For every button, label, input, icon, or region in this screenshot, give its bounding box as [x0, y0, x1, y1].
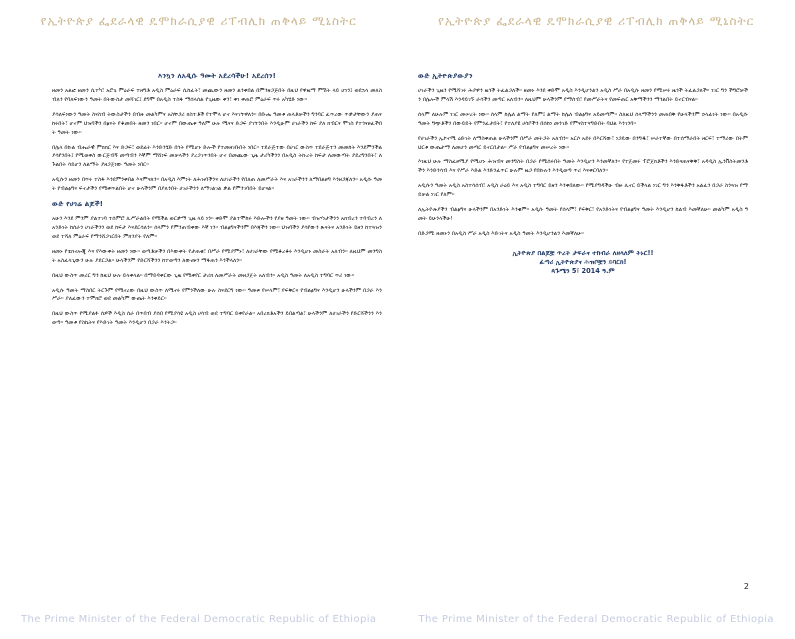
- paragraph: ሀገራችን ጊዜን የሚሻገሩ ሕያዋን ዜጎች ትፈልጋለች። ዘመኑ እንደ ቀድሞ አዲስ እንዲሆንልን አዲስ ሥራ በአዲሱ ዘመን የሚሠሩ ዜጎች ትፈልጋለች። ነገር ግን ችግሮቻችን በሌሎች ምላሽ እንዳይገኙ ራሳችን መጣር አለብን። ለዚህም ሁላችንም የማሰብ፣ የመሥራትና የመፍጠር አቅማችንን ማጎልበት ይኖርብናል።: [418, 88, 748, 103]
- page-number: 2: [743, 582, 749, 591]
- signature-date: ጳጉሜን 5፣ 2014 ዓ.ም: [551, 266, 615, 275]
- left-column: [52, 70, 382, 580]
- paragraph: ዘመኑ የቴክኖሎጂ እና የእውቀት ዘመን ነው። ወጣቶቻችን በእውቀት የታጠቁ፣ በሥራ የሚያምኑ፣ ለሀገራቸው የሚቆረቆሩ እንዲሆኑ መስራት አለብን። ለዚህም መንግስት አስፈላጊውን ሁሉ ያደርጋል። ሁላችንም የድርሻችንን ከተወጣን ለውጡን ማፋጠን እንችላለን።: [52, 248, 382, 264]
- paragraph: እነዚህ ሁሉ ማስፈፀሚያ የሚሆኑ ሕዝብና መንግስት በጋራ የሚሰሩበት ዓመት እንዲሆን እንመኛለን። የተጀመሩ ፕሮጀክቶችን እንድናጠናቅቅ፣ አዳዲስ ኢንቨስትመንቶችን እንድንሳብ እና የሥራ እድል እንድንፈጥር ሁሉም ዜጋ የበኩሉን እንዲወጣ ጥሪ እናቀርባለን።: [418, 159, 748, 175]
- paragraph: በድጋሚ ዘመኑን በአዲስ ሥራ አዲስ እድገትና አዲስ ዓመት እንዲሆንልን እመኛለሁ።: [418, 230, 584, 237]
- signature-block: [418, 249, 748, 276]
- section-heading: ውድ የሀገሬ ልጆች!: [52, 200, 104, 209]
- paragraph: በሌላ በኩል ብሔራዊ ምክክር እና ድጋፍ፣ ወደፊት እንድንሄድ በጎት የሚሆኑ ድሎች የተመዘገቡበት ነበር። ተደራጅተው በሀገር ውስጥ ተደራጅተን መመከት እንደምንችል ያሳየንበት፤ የሚወቀስ ውርጅብኝ መጣብን እኛም ማሸነፍ መቻላችን ያረጋገጥንበት ሆኖ በመጪው ጊዜ ታሪካችንን በአዲስ ትኩረት ከፍታ ለመውጣት ያደረግንበት፣ ለጉልበት ሳይሆን ለልማት ያዘጋጀነው ዓመት ነበር።: [52, 144, 382, 169]
- paragraph: ያሳለፍነውን ዓመት ስናስብ ትውስታችን በብዙ መልካምና አስቸጋሪ ክስተቶች የተሞላ ሆኖ እናገኘዋለን። በቡሔ ዓመቱ ጠላቶቻችን ግንባር ፈጥረው ጥቃታቸውን ያጠናከሩበት፣ ሆኖም ህዝባችን በፅናት የቆመበት ዘመን ነበር። ሆኖም በውጤቱ ዓለም ሁሉ ሚናና ድጋፍ ያገኘንበት እንዲሁም ሀገራችን ከፍ ያለ ክብርና ሞገስ የተጎናፀፈችበት ዓመት ነው።: [52, 111, 382, 136]
- section-title: እንኳን ለአዲሱ ዓመት አደረሳችሁ! አደረሰን!: [158, 72, 276, 80]
- signature-line: ፈጣሪ ኢትዮጵያና ሕዝቦቿን ይባርክ!: [539, 257, 627, 266]
- paragraph: አዲሱን ዓመት አዲስ አስተሳሰብ፣ አዲስ ራዕይ እና አዲስ ተግባር ይዘን እንቀበለው። የሚያግዳችሁ ብዙ ሊኖር ይችላል ነገር ግን እንቅፋቶችን አልፈን በጋራ ስንጓዝ የማይቻል ነገር የለም።: [418, 183, 748, 199]
- footer-text-left: The Prime Minister of the Federal Democratic Republic of Ethiopia: [21, 613, 377, 625]
- paragraph: አሁን እንደ ምንም ያልተገባ ተሰምሮ ሊሥራልበት የሚችል ወርቃማ ጊዜ ላይ ነን። ቀድሞ ያልተሞከሩ እድሎችን የያዘ ዓመት ነው። ብዝሃነታችንን አክብረን ተባብረን ለአንድነት ከሰራን ሀገራችንን ወደ ከፍታ እናደርሳለን። ሰላምን የምንጠብቀው እኛ ነን። ብልፅግናችንም በእጃችን ነው። ህዝባችን ያሳየውን ጽናትና አንድነት ይዘን ከተጓዝን ወደ ተሻለ ምዕራፍ የማንሸጋገርበት ምክንያት የለም።: [52, 216, 382, 240]
- paragraph: ሰላም ለሁሉም ነገር መሠረት ነው። ሰላም ከሌለ ልማት የለም፤ ልማት ከሌለ ብልፅግና አይመጣም። ስለዚህ ሰላማችንን መጠበቅ የሁላችንም ኃላፊነት ነው። በአዲሱ ዓመት ግጭቶችን በውይይት የምንፈታበት፣ የተለያዩ ሀሳቦችን በሰከነ መንገድ የምናስተናግድበት ባህል እንገንባ።: [418, 111, 748, 127]
- page-header: [0, 0, 795, 52]
- signature-line: ኢትዮጵያ በልጆቿ ጥረት ታፍራና ተከብራ ለዘላለም ትኑር!!: [512, 248, 654, 257]
- paragraph: በዚህ ውስጥ የሚያልፉ ሰዎች እዲስ ሰራ በጥበብ ያሰበ የሚያሳዩ አዲስ ሀሳብ ወደ ተግባር ይቀየራል። አበረክቶአችን ይበልጣል፣ ሁላችንም ለሀገራችን የድርሻችንን እንወጣ። ዓመቱ የስኬትና የእድገት ዓመት እንዲሆን በጋራ እንትጋ።: [52, 311, 382, 327]
- paragraph: የሀገራችን ኢኮኖሚ ዕድገት ለማስቀጠል ሁላችንም በሥራ መትጋት አለብን። አርሶ አደሩ በእርሻው፣ ነጋዴው በንግዱ፣ ሠራተኛው በተሰማራበት ዘርፍ፣ ተማሪው በትምህርቱ ውጤታማ ለመሆን መጣር ይኖርበታል። ሥራ የብልፅግና መሠረት ነው።: [418, 135, 748, 151]
- section-heading: ውድ ኢትዮጵያውያን: [418, 72, 473, 80]
- paragraph: አዲሱን ዘመን በጥሩ ተስፋ እንደምንቀበል እናምናለን። በአዲስ እምነት ለሕዝባችንና ለሀገራችን የበለጠ ለመሥራት እና አገራችንን ለማበልፀግ እንዘጋጃለን። አዲሱ ዓመት የብልፅግና ፍኖታችን የሚቀጥልበት ሆኖ ሁላችንም በያለንበት ሀገራችንን ለማገልገል ቃል የምንገባበት ይሆናል።: [52, 177, 382, 193]
- footer-text-right: The Prime Minister of the Federal Democratic Republic of Ethiopia: [418, 613, 774, 625]
- paragraph: አዲሱ ዓመት ማስበር ትርጉም የሚኖረው በዚህ ውስጥ ለሚኖሩ የምንችለው ሁሉ ስናደርግ ነው። ዓመቱ የሠላም፣ የፍቅርና የብልፅግና እንዲሆን ሁላችንም በጋራ እንሥራ። ያለፈውን ተሞክሮ ወደ መልካም ውጤት እንቀይር።: [52, 287, 382, 303]
- header-title-left: የኢትዮጵያ ፌደራላዊ ዴሞክራሲያዊ ሪፐብሊክ ጠቅላይ ሚኒስትር: [40, 14, 357, 28]
- paragraph: ለኢትዮጵያችን ብልፅግና ሁላችንም በአንድነት እንቁም። አዲሱ ዓመት የሰላም፣ የፍቅር፣ የአንድነትና የብልፅግና ዓመት እንዲሆን ከልብ እመኛለሁ። መልካም አዲስ ዓመት ይሁንላችሁ!: [418, 207, 748, 222]
- paragraph: ዘመን አልፎ ዘመን ሲተካ፣ አሮጌ ምዕራፍ ተዘግቶ አዲስ ምዕራፍ ሲከፈት፣ መጪውን ዘመን ልንቀበል በምንዘጋጅበት በዚህ የዋዜማ ምሽት ላይ ሆነን፤ ወደኋላ መለስ ብለን የባለፍነውን ዓመት በትውስታ መሻገር፤ ደግሞ በአዲስ ተስፋ ማሰላሰል የጊዜው ቀን፣ ቀነ ቀጠሮ ምዕራፍ ጥሩ አካሄድ ነው።: [52, 88, 382, 103]
- right-column: [418, 70, 748, 580]
- paragraph: በዚህ ውስጥ መሪር ግን ከዚህ ሁሉ ይላቀላል። በማይዳቀርው ጊዜ የሚቀየር ታሪክ ለመሥራት መዘጋጀት አለብን። አዲስ ዓመት ለአዲስ ተግባር ጥሪ ነው።: [52, 272, 355, 279]
- page-footer: [0, 599, 795, 639]
- header-title-right: የኢትዮጵያ ፌደራላዊ ዴሞክራሲያዊ ሪፐብሊክ ጠቅላይ ሚኒስትር: [438, 14, 755, 28]
